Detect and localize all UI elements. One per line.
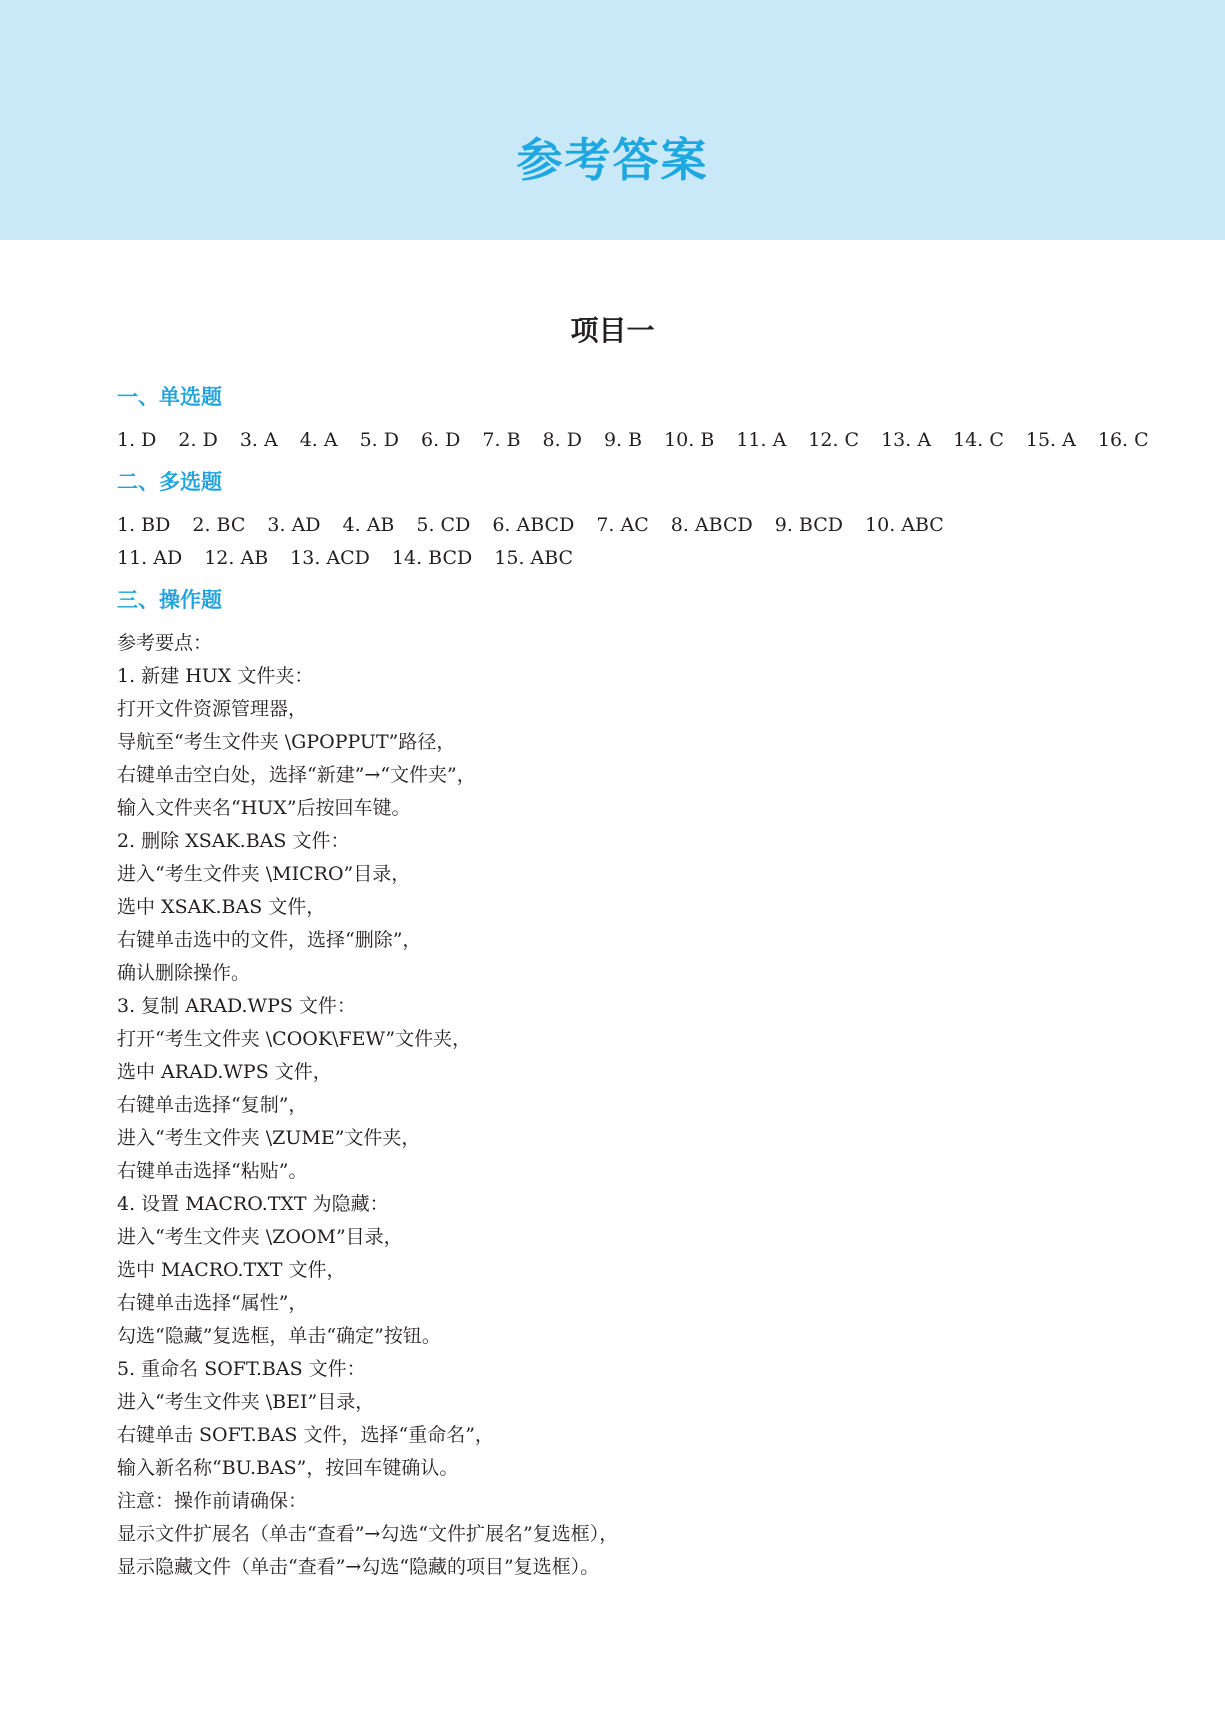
answer-item: 12. C [808,429,860,451]
step-line: 右键单击 SOFT.BAS 文件，选择“重命名”， [117,1424,494,1446]
step-line: 右键单击空白处，选择“新建”→“文件夹”， [117,764,476,786]
step-line: 进入“考生文件夹 \ZOOM”目录， [117,1226,403,1248]
operation-steps [117,627,1117,1584]
answer-item: 1. D [117,429,157,451]
step-line: 进入“考生文件夹 \ZUME”文件夹， [117,1127,421,1149]
step-line: 注意：操作前请确保： [117,1490,308,1512]
answer-item: 11. AD [117,547,183,569]
answer-item: 7. B [482,429,521,451]
single-choice-answers [117,424,1149,457]
step-line: 进入“考生文件夹 \BEI”目录， [117,1391,375,1413]
answer-item: 6. ABCD [492,514,575,536]
project-title: 项目一 [570,314,655,347]
answer-item: 10. ABC [865,514,944,536]
step-line: 显示文件扩展名（单击“查看”→勾选“文件扩展名”复选框）， [117,1523,619,1545]
step-line: 4. 设置 MACRO.TXT 为隐藏： [117,1193,389,1215]
step-line: 进入“考生文件夹 \MICRO”目录， [117,863,411,885]
answer-item: 11. A [736,429,787,451]
answer-item: 1. BD [117,514,171,536]
step-line: 显示隐藏文件（单击“查看”→勾选“隐藏的项目”复选框）。 [117,1556,600,1578]
answer-item: 14. BCD [391,547,473,569]
step-line: 1. 新建 HUX 文件夹： [117,665,314,687]
banner-title: 参考答案 [516,133,709,187]
step-line: 导航至“考生文件夹 \GPOPPUT”路径， [117,731,456,753]
step-line: 选中 ARAD.WPS 文件， [117,1061,332,1083]
step-line: 右键单击选择“复制”， [117,1094,308,1116]
answer-item: 4. A [299,429,338,451]
answer-item: 9. BCD [774,514,844,536]
answer-item: 7. AC [596,514,649,536]
single-choice-heading: 一、单选题 [117,385,222,409]
answer-row [117,542,1117,575]
answer-item: 15. A [1025,429,1076,451]
step-line: 右键单击选择“属性”， [117,1292,308,1314]
multi-choice-heading: 二、多选题 [117,470,222,494]
step-line: 5. 重命名 SOFT.BAS 文件： [117,1358,366,1380]
answer-item: 16. C [1097,429,1149,451]
answer-item: 4. AB [342,514,395,536]
step-line: 确认删除操作。 [117,962,251,984]
answer-item: 13. ACD [290,547,370,569]
answer-item: 2. D [178,429,218,451]
answer-item: 3. AD [267,514,321,536]
answer-item: 8. D [542,429,582,451]
answer-item: 15. ABC [494,547,574,569]
step-line: 打开“考生文件夹 \COOK\FEW”文件夹， [117,1028,472,1050]
answer-item: 6. D [421,429,461,451]
step-line: 选中 XSAK.BAS 文件， [117,896,326,918]
step-line: 3. 复制 ARAD.WPS 文件： [117,995,356,1017]
answer-item: 13. A [881,429,932,451]
step-line: 参考要点： [117,632,213,654]
step-line: 输入新名称“BU.BAS”，按回车键确认。 [117,1457,459,1479]
answer-item: 8. ABCD [670,514,753,536]
answer-row [117,509,1117,542]
answer-row [117,424,1149,457]
step-line: 输入文件夹名“HUX”后按回车键。 [117,797,411,819]
answer-item: 2. BC [192,514,246,536]
page-content [117,308,1149,1584]
step-line: 勾选“隐藏”复选框，单击“确定”按钮。 [117,1325,441,1347]
step-line: 打开文件资源管理器， [117,698,308,720]
step-line: 右键单击选择“粘贴”。 [117,1160,308,1182]
step-line: 右键单击选中的文件，选择“删除”， [117,929,422,951]
step-line: 2. 删除 XSAK.BAS 文件： [117,830,350,852]
answer-item: 5. CD [416,514,471,536]
multi-choice-answers [117,509,1117,575]
answer-item: 9. B [603,429,643,451]
answer-item: 12. AB [204,547,269,569]
operation-heading: 三、操作题 [117,588,222,612]
answer-item: 14. C [953,429,1004,451]
step-line: 选中 MACRO.TXT 文件， [117,1259,346,1281]
top-banner [0,0,1225,240]
answer-item: 3. A [239,429,278,451]
answer-item: 10. B [664,429,715,451]
answer-item: 5. D [359,429,399,451]
